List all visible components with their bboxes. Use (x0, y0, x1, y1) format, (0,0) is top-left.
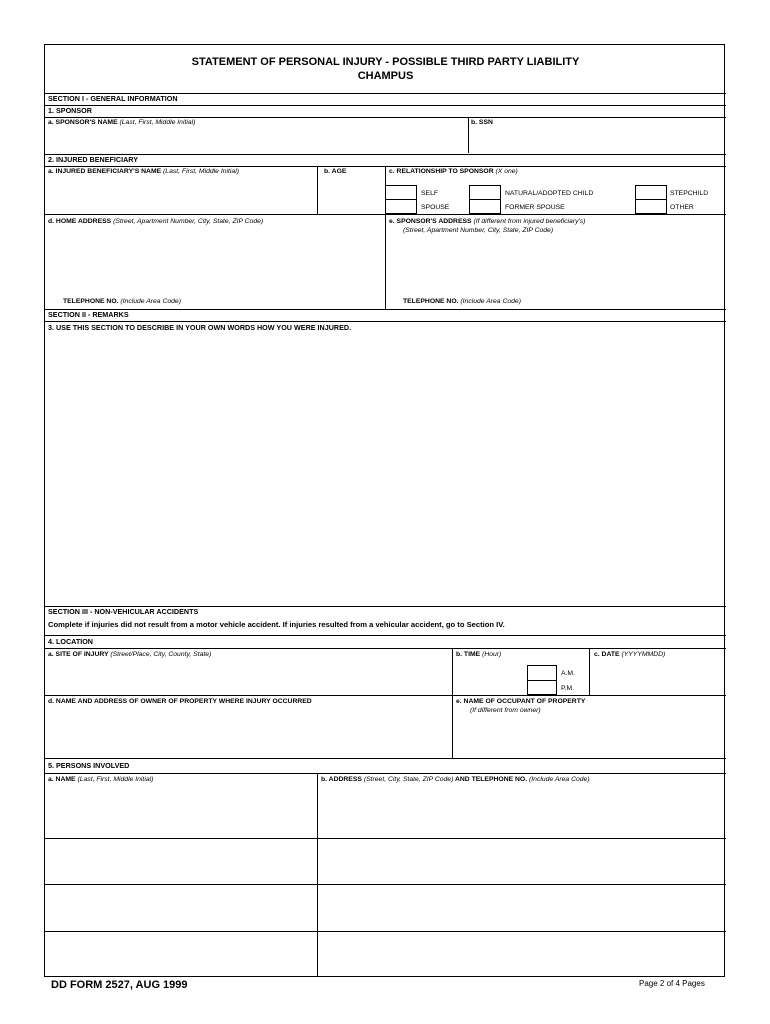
person-2-address-field[interactable] (318, 839, 724, 883)
person-3-name-field[interactable] (46, 885, 316, 930)
am-checkbox[interactable] (528, 666, 556, 680)
age-label: b. AGE (324, 168, 347, 175)
spouse-option-label: SPOUSE (421, 204, 450, 211)
sponsor-address-label: e. SPONSOR'S ADDRESS (If different from injured beneficiary's) (389, 218, 586, 225)
section-3-header: SECTION III - NON-VEHICULAR ACCIDENTS (48, 607, 199, 616)
sponsor-address-hint: (Street, Apartment Number, City, State, ZIP Code) (403, 227, 554, 234)
beneficiary-name-label: a. INJURED BENEFICIARY'S NAME (Last, First, Middle Initial) (48, 168, 239, 175)
divider (45, 773, 726, 774)
pm-label: P.M. (561, 685, 575, 692)
page-number: Page 2 of 4 Pages (639, 979, 705, 988)
home-telephone-label: TELEPHONE NO. (Include Area Code) (63, 298, 181, 305)
date-field[interactable] (590, 660, 724, 695)
divider (45, 695, 726, 696)
natural-child-option-label: NATURAL/ADOPTED CHILD (505, 190, 594, 197)
sponsor-telephone-label: TELEPHONE NO. (Include Area Code) (403, 298, 521, 305)
form-subtitle: CHAMPUS (357, 70, 414, 82)
person-1-address-field[interactable] (318, 785, 724, 837)
section-1-header: SECTION I - GENERAL INFORMATION (48, 94, 178, 103)
location-heading: 4. LOCATION (48, 637, 93, 646)
person-2-name-field[interactable] (46, 839, 316, 883)
am-label: A.M. (561, 670, 575, 677)
person-3-address-field[interactable] (318, 885, 724, 930)
occupant-label: e. NAME OF OCCUPANT OF PROPERTY (456, 698, 586, 705)
person-address-label: b. ADDRESS (Street, City, State, ZIP Code) AND TELEPHONE NO. (Include Area Code) (321, 776, 590, 783)
home-address-label: d. HOME ADDRESS (Street, Apartment Number, City, State, ZIP Code) (48, 218, 264, 225)
time-label: b. TIME (Hour) (456, 651, 502, 658)
other-option-label: OTHER (670, 204, 694, 211)
age-field[interactable] (318, 176, 384, 214)
section-3-instruction: Complete if injuries did not result from a motor vehicle accident. If injuries resulted from a vehicular accident, go to Section IV. (48, 620, 505, 629)
person-1-name-field[interactable] (46, 785, 316, 837)
stepchild-checkbox[interactable] (636, 186, 666, 199)
natural-child-checkbox[interactable] (470, 186, 500, 199)
injury-description-field[interactable] (46, 335, 724, 605)
stepchild-option-label: STEPCHILD (670, 190, 709, 197)
pm-checkbox[interactable] (528, 681, 556, 694)
divider (45, 648, 726, 649)
relationship-label: c. RELATIONSHIP TO SPONSOR (X one) (389, 168, 518, 175)
spouse-checkbox[interactable] (386, 200, 416, 213)
site-label: a. SITE OF INJURY (Street/Place, City, County, State) (48, 651, 212, 658)
divider (45, 758, 726, 759)
sponsor-address-field[interactable] (386, 236, 724, 293)
self-option-label: SELF (421, 190, 438, 197)
ssn-field[interactable] (469, 127, 725, 153)
form-page (44, 44, 725, 977)
site-field[interactable] (46, 660, 451, 695)
occupant-hint: (If different from owner) (470, 707, 541, 714)
person-4-name-field[interactable] (46, 932, 316, 976)
former-spouse-checkbox[interactable] (470, 200, 500, 213)
form-title: STATEMENT OF PERSONAL INJURY - POSSIBLE THIRD PARTY LIABILITY (191, 56, 580, 68)
divider (45, 105, 726, 106)
sponsor-name-field[interactable] (46, 127, 467, 153)
self-checkbox[interactable] (386, 186, 416, 199)
beneficiary-heading: 2. INJURED BENEFICIARY (48, 155, 138, 164)
persons-heading: 5. PERSONS INVOLVED (48, 761, 130, 770)
owner-label: d. NAME AND ADDRESS OF OWNER OF PROPERTY WHERE INJURY OCCURRED (48, 698, 312, 705)
date-label: c. DATE (YYYYMMDD) (594, 651, 666, 658)
former-spouse-option-label: FORMER SPOUSE (505, 204, 565, 211)
sponsor-heading: 1. SPONSOR (48, 106, 92, 115)
divider (45, 154, 726, 155)
divider (452, 648, 453, 695)
injury-description-label: 3. USE THIS SECTION TO DESCRIBE IN YOUR OWN WORDS HOW YOU WERE INJURED. (48, 323, 352, 332)
sponsor-name-label: a. SPONSOR'S NAME (Last, First, Middle Initial) (48, 119, 196, 126)
beneficiary-name-field[interactable] (46, 176, 315, 214)
form-number: DD FORM 2527, AUG 1999 (51, 979, 188, 991)
person-name-label: a. NAME (Last, First, Middle Initial) (48, 776, 154, 783)
divider (45, 635, 726, 636)
occupant-field[interactable] (453, 716, 724, 757)
person-4-address-field[interactable] (318, 932, 724, 976)
ssn-label: b. SSN (471, 119, 493, 126)
home-address-field[interactable] (46, 227, 384, 293)
divider (45, 309, 726, 310)
section-2-header: SECTION II - REMARKS (48, 310, 129, 319)
divider (45, 321, 726, 322)
owner-field[interactable] (46, 707, 451, 757)
other-checkbox[interactable] (636, 200, 666, 213)
